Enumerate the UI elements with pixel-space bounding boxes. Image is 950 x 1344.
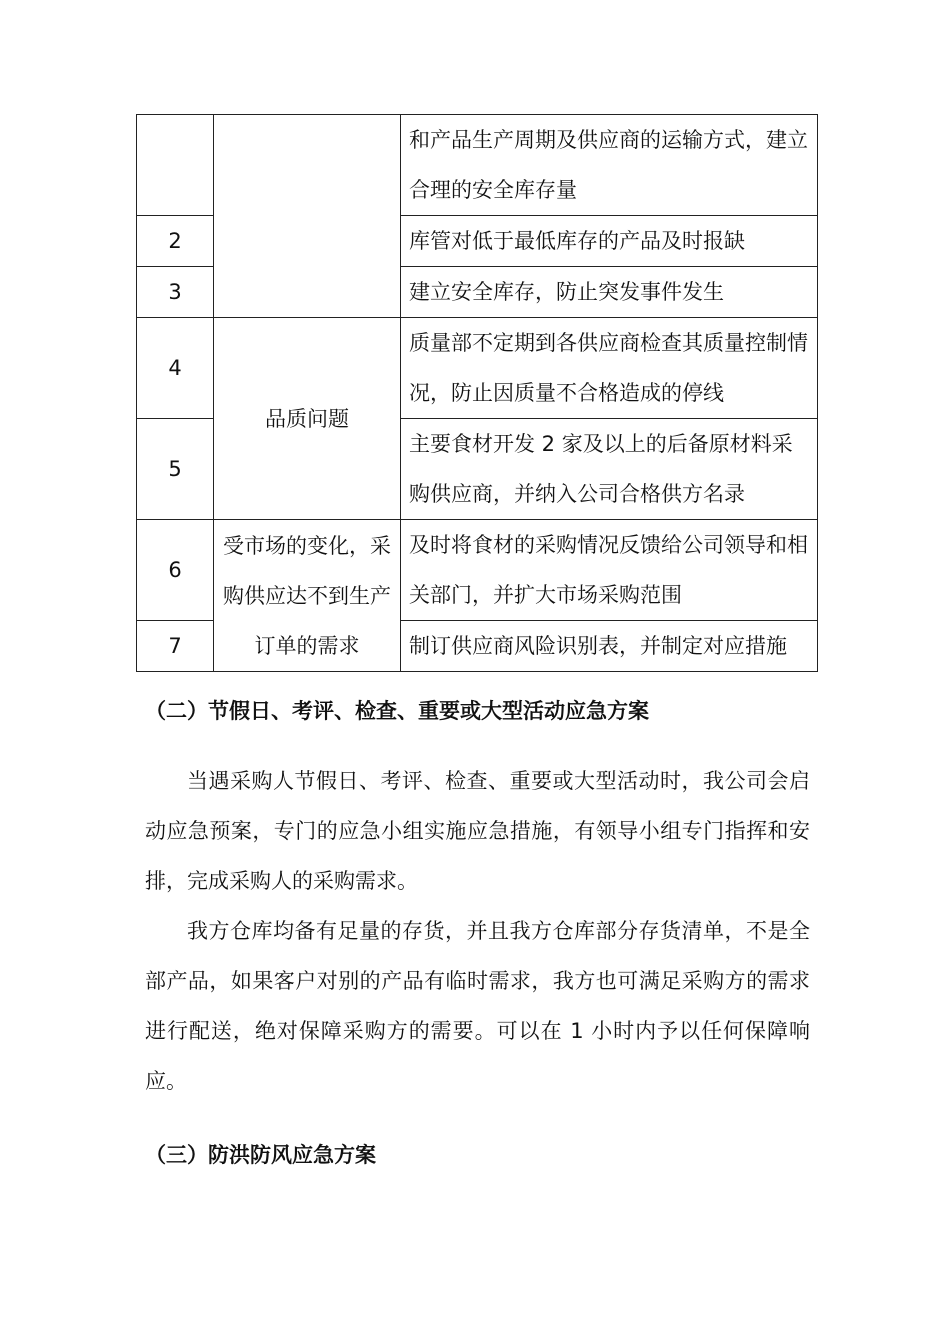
risk-category-stock — [214, 115, 401, 318]
row-number — [137, 115, 214, 216]
risk-measures-table — [136, 114, 818, 672]
risk-category-quality: 品质问题 — [214, 318, 401, 520]
section3-heading: （三）防洪防风应急方案 — [145, 1143, 376, 1167]
table-row — [137, 520, 818, 621]
measure-cell: 和产品生产周期及供应商的运输方式，建立合理的安全库存量 — [401, 115, 818, 216]
section2-paragraph-2: 我方仓库均备有足量的存货，并且我方仓库部分存货清单，不是全部产品，如果客户对别的产品有临时需求，我方也可满足采购方的需求进行配送，绝对保障采购方的需要。可以在 1 小时内予以任何保障响应。 — [145, 919, 810, 1093]
row-number: 7 — [137, 621, 214, 672]
measure-cell: 主要食材开发 2 家及以上的后备原材料采购供应商，并纳入公司合格供方名录 — [401, 419, 818, 520]
row-number: 4 — [137, 318, 214, 419]
table-row — [137, 318, 818, 419]
table-row — [137, 115, 818, 216]
row-number: 5 — [137, 419, 214, 520]
section2-paragraph-1: 当遇采购人节假日、考评、检查、重要或大型活动时，我公司会启动应急预案，专门的应急小组实施应急措施，有领导小组专门指挥和安排，完成采购人的采购需求。 — [145, 769, 810, 893]
measure-cell: 质量部不定期到各供应商检查其质量控制情况，防止因质量不合格造成的停线 — [401, 318, 818, 419]
measure-cell: 及时将食材的采购情况反馈给公司领导和相关部门，并扩大市场采购范围 — [401, 520, 818, 621]
row-number: 3 — [137, 267, 214, 318]
measure-cell: 建立安全库存，防止突发事件发生 — [401, 267, 818, 318]
risk-category-market: 受市场的变化，采购供应达不到生产订单的需求 — [214, 520, 401, 672]
row-number: 6 — [137, 520, 214, 621]
measure-cell: 制订供应商风险识别表，并制定对应措施 — [401, 621, 818, 672]
section2-heading: （二）节假日、考评、检查、重要或大型活动应急方案 — [145, 699, 649, 723]
measure-cell: 库管对低于最低库存的产品及时报缺 — [401, 216, 818, 267]
row-number: 2 — [137, 216, 214, 267]
